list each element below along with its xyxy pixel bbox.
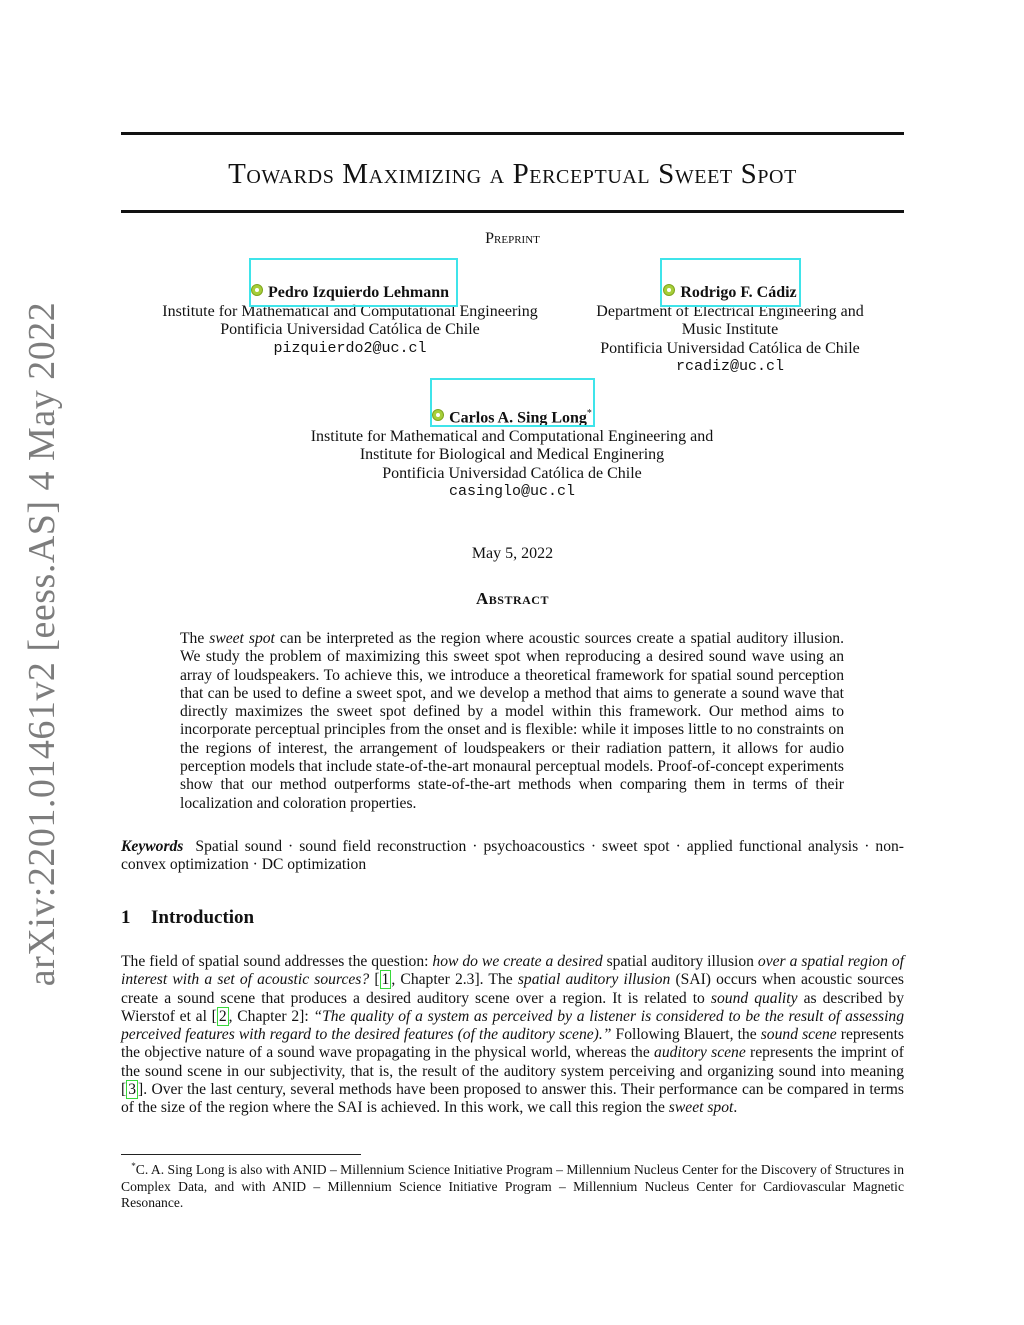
section-heading (121, 907, 254, 929)
intro-paragraph: The field of spatial sound addresses the question: how do we create a desired spatial auditory illusion over a spatial region of interest with a set of acoustic sources? [ 1 , Chapter 2.3]. The spatial auditory illusion (SAI) occurs when acoustic sources create a sound scene that produces a desired auditory scene over a region. It is related to sound quality as described by Wierstof et al [ 2 , Chapter 2]: “The quality of a system as perceived by a listener is considered to be the result of assessing perceived features with regard to the desired features (of the auditory scene).” Following Blauert, the sound scene represents the objective nature of a sound wave propagating in the physical world, whereas the auditory scene represents the imprint of the sound scene in our subjectivity, that is, the result of the auditory system perceiving and organizing sound into meaning [ 3 ]. Over the last century, several methods have been proposed to answer this. Their performance can be compared in terms of the size of the region where the SAI is achieved. In this work, we call this region the sweet spot. (121, 953, 905, 1117)
author-affiliation: Music Institute (681, 321, 779, 338)
emphasis: sweet spot (209, 630, 275, 647)
footnote-mark: * (131, 1161, 136, 1171)
author-affiliation: Institute for Biological and Medical Enginering (359, 446, 665, 464)
paper-title: Towards Maximizing a Perceptual Sweet Spot (228, 158, 797, 190)
author-email[interactable]: rcadiz@uc.cl (675, 358, 785, 375)
footnote-marker[interactable]: * (586, 408, 592, 419)
preprint-label: Preprint (485, 230, 540, 247)
citation-link[interactable]: 2 (218, 1007, 227, 1025)
author-affiliation: Pontificia Universidad Católica de Chile (220, 321, 480, 338)
author-affiliation: Department of Electrical Engineering and (596, 302, 864, 320)
footnote (121, 1158, 904, 1212)
author-link-box-2[interactable] (660, 258, 801, 307)
author-affiliation: Pontificia Universidad Católica de Chile (600, 339, 860, 357)
abstract-heading: Abstract (476, 589, 549, 608)
footnote-text: C. A. Sing Long is also with ANID – Millennium Science Initiative Program – Millennium Nucleus Center for the Discovery of Structures in Complex Data, and with ANID – Millennium Science Initiative Program – Millennium Nucleus Center for Cardiovascular Magnetic Resonance. (121, 1162, 904, 1210)
paper-date: May 5, 2022 (471, 545, 554, 562)
citation-link[interactable]: 1 (381, 971, 390, 989)
author-affiliation: Institute for Mathematical and Computational Engineering (162, 302, 538, 320)
author-affiliation: Institute for Mathematical and Computational Engineering and (310, 427, 714, 445)
author-email[interactable]: pizquierdo2@uc.cl (273, 339, 427, 357)
footnote-rule (121, 1154, 361, 1155)
author-name: Pedro Izquierdo Lehmann (267, 284, 450, 301)
author-link-box-3[interactable] (430, 378, 595, 427)
author-affiliation: Pontificia Universidad Católica de Chile (382, 464, 642, 482)
author-name: Carlos A. Sing Long (449, 409, 587, 427)
author-link-box-1[interactable] (249, 258, 458, 307)
citation-link[interactable]: 3 (128, 1081, 136, 1099)
author-email[interactable]: casinglo@uc.cl (448, 483, 576, 501)
keywords-text: Spatial sound · sound field reconstruction · psychoacoustics · sweet spot · applied functional analysis · non-convex optimization · DC optimization (121, 838, 904, 874)
title-rule-bottom (121, 210, 904, 213)
arxiv-stamp: arXiv:2201.01461v2 [eess.AS] 4 May 2022 (21, 301, 63, 987)
section-title: Introduction (151, 907, 255, 928)
title-rule-top (121, 132, 904, 135)
author-name: Rodrigo F. Cádiz (680, 284, 797, 301)
abstract-body: The sweet spot can be interpreted as the region where acoustic sources create a spatial auditory illusion. We study the problem of maximizing this sweet spot when reproducing a desired sound wave using an array of loudspeakers. To achieve this, we introduce a theoretical framework for spatial sound perception that can be used to define a sweet spot, and we develop a method that aims to generate a sound wave that directly maximizes the sweet spot defined by a model within this framework. Our method aims to incorporate perceptual principles from the onset and is flexible: while it imposes little to no constraints on the regions of interest, the arrangement of loudspeakers or their radiation pattern, it allows for audio perception models that include state-of-the-art monaural perceptual models. Proof-of-concept experiments show that our method outperforms state-of-the-art methods when comparing them in terms of their localization and coloration properties. (180, 630, 844, 812)
keywords-label: Keywords (121, 838, 184, 855)
section-number: 1 (121, 907, 131, 928)
keywords (121, 838, 904, 875)
